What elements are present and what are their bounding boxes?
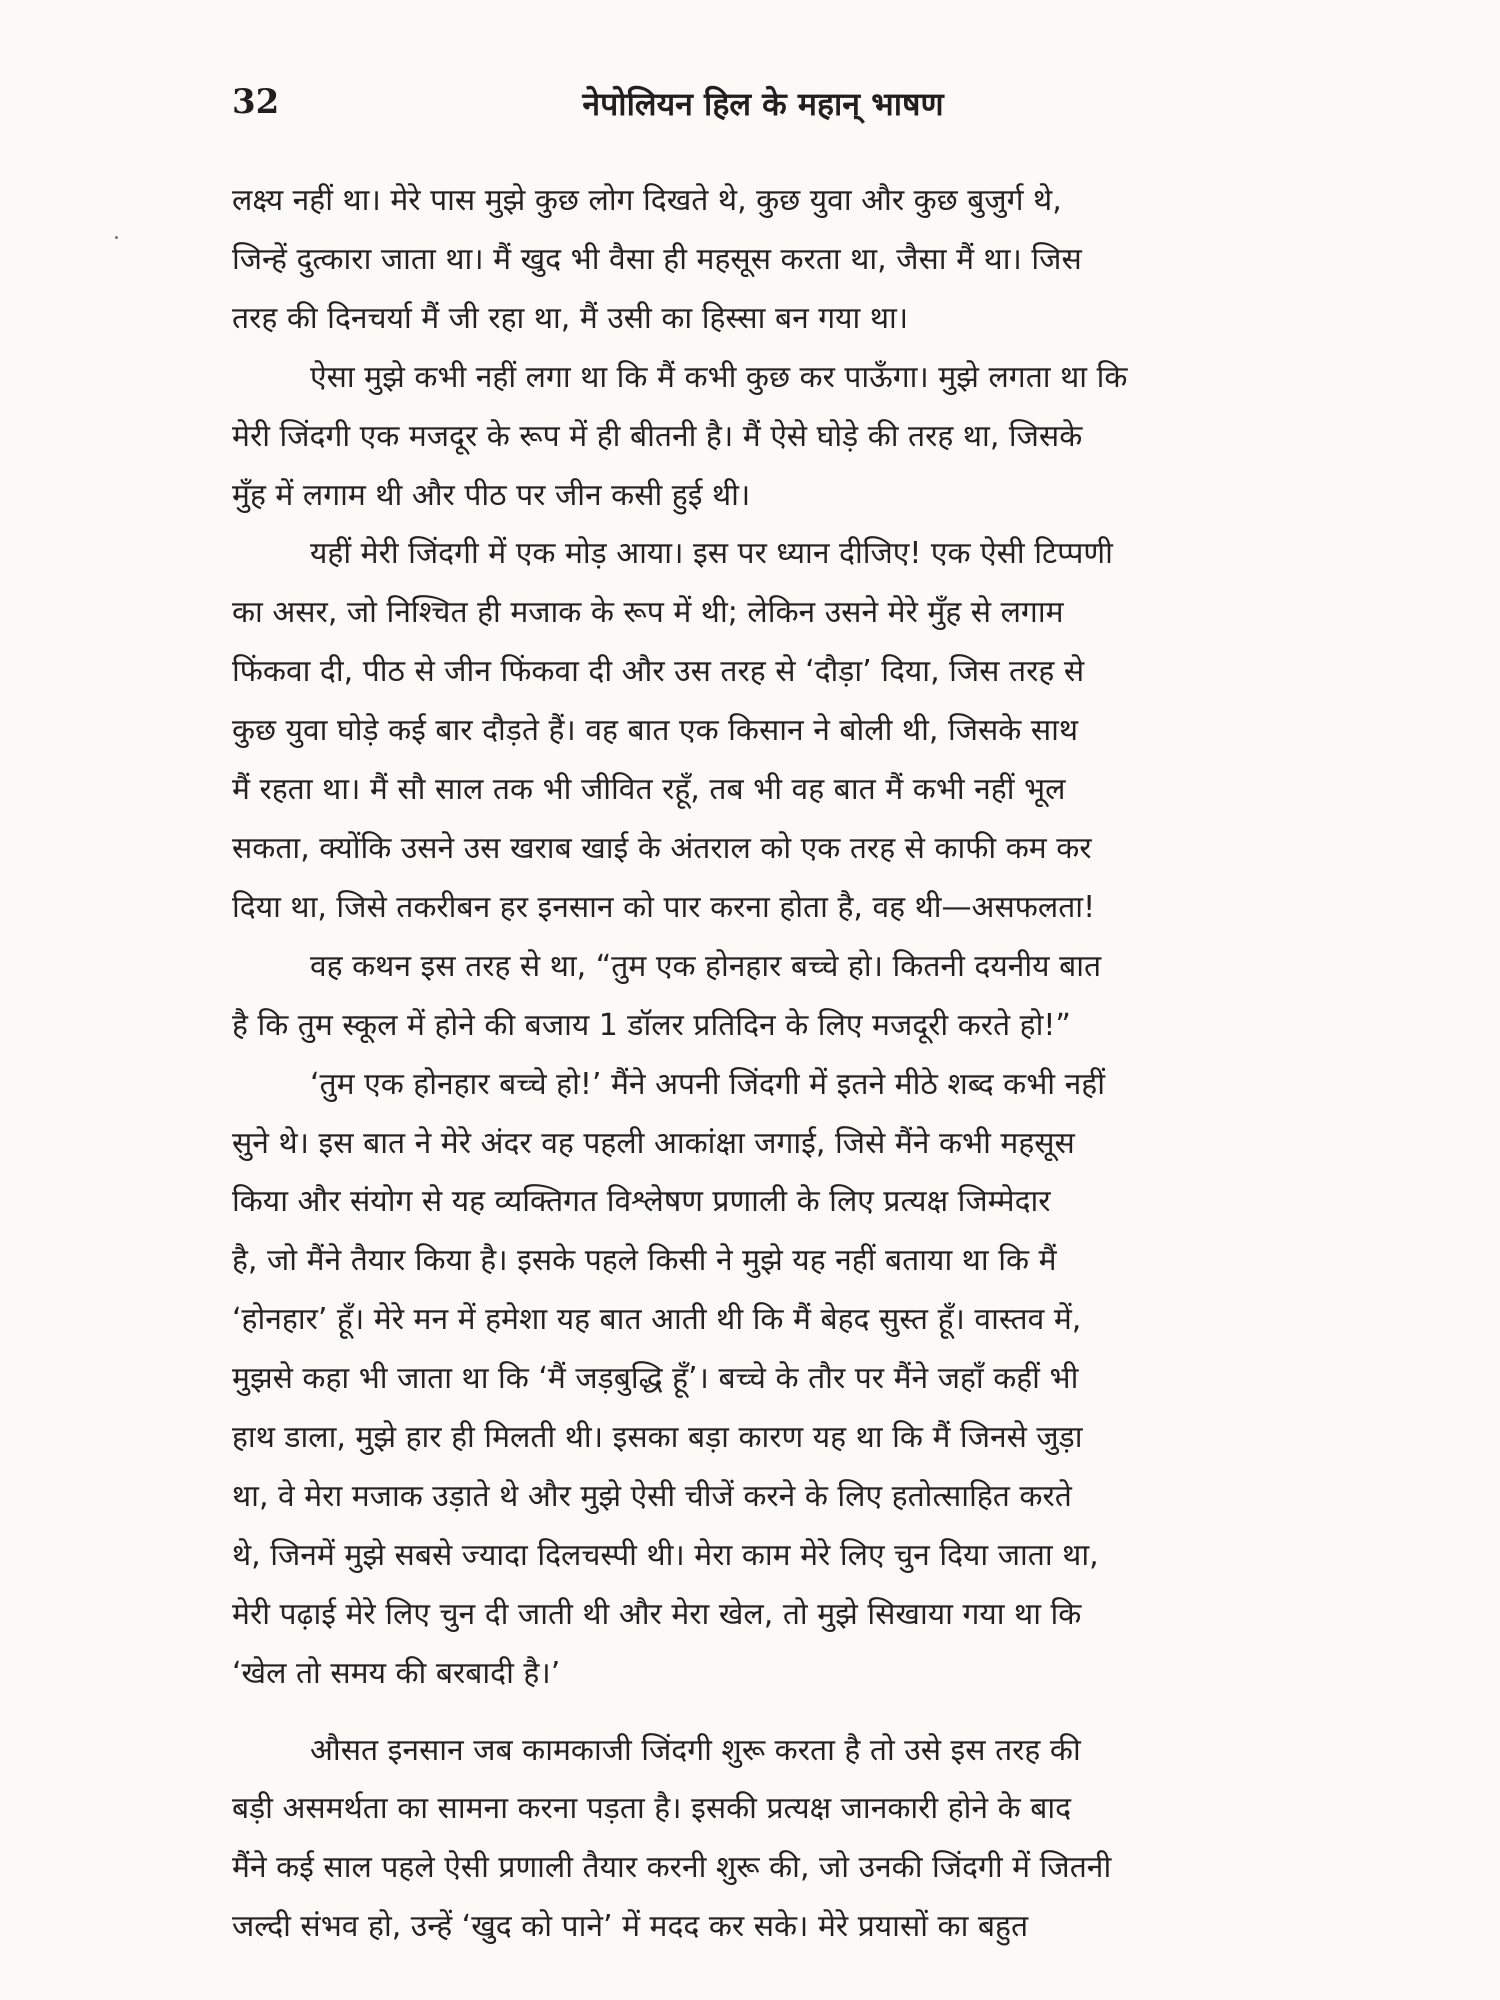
paragraph-4 bbox=[232, 938, 1294, 1056]
text-line: ऐसा मुझे कभी नहीं लगा था कि मैं कभी कुछ कर पाऊँगा। मुझे लगता था कि bbox=[310, 359, 1128, 395]
paragraph-6 bbox=[232, 1722, 1294, 1958]
text-line: जल्दी संभव हो, उन्हें ‘खुद को पाने’ में मदद कर सके। मेरे प्रयासों का बहुत bbox=[232, 1909, 1029, 1945]
paragraph-1 bbox=[232, 172, 1294, 349]
paragraph-3 bbox=[232, 525, 1294, 937]
margin-speck bbox=[115, 236, 118, 239]
text-line: मेरी जिंदगी एक मजदूर के रूप में ही बीतनी है। मैं ऐसे घोड़े की तरह था, जिसके bbox=[232, 418, 1083, 454]
text-line: यहीं मेरी जिंदगी में एक मोड़ आया। इस पर ध्यान दीजिए! एक ऐसी टिप्पणी bbox=[310, 536, 1113, 572]
text-line: मेरी पढ़ाई मेरे लिए चुन दी जाती थी और मेरा खेल, तो मुझे सिखाया गया था कि bbox=[232, 1596, 1082, 1632]
text-line: मुझसे कहा भी जाता था कि ‘मैं जड़बुद्धि हूँ’। बच्चे के तौर पर मैंने जहाँ कहीं भी bbox=[232, 1361, 1079, 1397]
text-line: बड़ी असमर्थता का सामना करना पड़ता है। इसकी प्रत्यक्ष जानकारी होने के बाद bbox=[232, 1791, 1072, 1827]
running-title: नेपोलियन हिल के महान् भाषण bbox=[582, 85, 944, 123]
text-line: सुने थे। इस बात ने मेरे अंदर वह पहली आकांक्षा जगाई, जिसे मैंने कभी महसूस bbox=[232, 1125, 1075, 1161]
text-line: लक्ष्य नहीं था। मेरे पास मुझे कुछ लोग दिखते थे, कुछ युवा और कुछ बुजुर्ग थे, bbox=[232, 183, 1062, 218]
text-line: थे, जिनमें मुझे सबसे ज्यादा दिलचस्पी थी। मेरा काम मेरे लिए चुन दिया जाता था, bbox=[232, 1537, 1099, 1573]
text-line: तरह की दिनचर्या मैं जी रहा था, मैं उसी का हिस्सा बन गया था। bbox=[232, 300, 909, 336]
page-number: 32 bbox=[232, 82, 280, 122]
text-line: औसत इनसान जब कामकाजी जिंदगी शुरू करता है तो उसे इस तरह की bbox=[310, 1732, 1081, 1768]
paragraph-2 bbox=[232, 349, 1294, 526]
text-line: है कि तुम स्कूल में होने की बजाय 1 डॉलर प्रतिदिन के लिए मजदूरी करते हो!” bbox=[232, 1007, 1071, 1043]
text-line: फिंकवा दी, पीठ से जीन फिंकवा दी और उस तरह से ‘दौड़ा’ दिया, जिस तरह से bbox=[232, 654, 1085, 690]
text-line: ‘खेल तो समय की बरबादी है।’ bbox=[232, 1655, 561, 1691]
text-line: जिन्हें दुत्कारा जाता था। मैं खुद भी वैसा ही महसूस करता था, जैसा मैं था। जिस bbox=[232, 241, 1082, 277]
text-line: ‘तुम एक होनहार बच्चे हो!’ मैंने अपनी जिंदगी में इतने मीठे शब्द कभी नहीं bbox=[310, 1066, 1105, 1102]
text-line: मैं रहता था। मैं सौ साल तक भी जीवित रहूँ, तब भी वह बात मैं कभी नहीं भूल bbox=[232, 772, 1066, 808]
paragraph-5 bbox=[232, 1056, 1294, 1704]
page-body bbox=[232, 172, 1294, 1957]
text-line: था, वे मेरा मजाक उड़ाते थे और मुझे ऐसी चीजें करने के लिए हतोत्साहित करते bbox=[232, 1478, 1072, 1514]
text-line: दिया था, जिसे तकरीबन हर इनसान को पार करना होता है, वह थी—असफलता! bbox=[232, 889, 1096, 925]
text-line: ‘होनहार’ हूँ। मेरे मन में हमेशा यह बात आती थी कि मैं बेहद सुस्त हूँ। वास्तव में, bbox=[232, 1302, 1082, 1338]
text-line: मुँह में लगाम थी और पीठ पर जीन कसी हुई थी। bbox=[232, 477, 751, 513]
text-line: कुछ युवा घोड़े कई बार दौड़ते हैं। वह बात एक किसान ने बोली थी, जिसके साथ bbox=[232, 713, 1079, 749]
text-line: किया और संयोग से यह व्यक्तिगत विश्लेषण प्रणाली के लिए प्रत्यक्ष जिम्मेदार bbox=[232, 1184, 1051, 1220]
text-line: है, जो मैंने तैयार किया है। इसके पहले किसी ने मुझे यह नहीं बताया था कि मैं bbox=[232, 1243, 1057, 1279]
text-line: मैंने कई साल पहले ऐसी प्रणाली तैयार करनी शुरू की, जो उनकी जिंदगी में जितनी bbox=[232, 1850, 1112, 1886]
text-line: हाथ डाला, मुझे हार ही मिलती थी। इसका बड़ा कारण यह था कि मैं जिनसे जुड़ा bbox=[232, 1420, 1083, 1456]
text-line: सकता, क्योंकि उसने उस खराब खाई के अंतराल को एक तरह से काफी कम कर bbox=[232, 830, 1092, 866]
text-line: का असर, जो निश्चित ही मजाक के रूप में थी; लेकिन उसने मेरे मुँह से लगाम bbox=[232, 595, 1064, 631]
text-line: वह कथन इस तरह से था, “तुम एक होनहार बच्चे हो। कितनी दयनीय बात bbox=[310, 948, 1102, 984]
page-header bbox=[232, 82, 1294, 142]
